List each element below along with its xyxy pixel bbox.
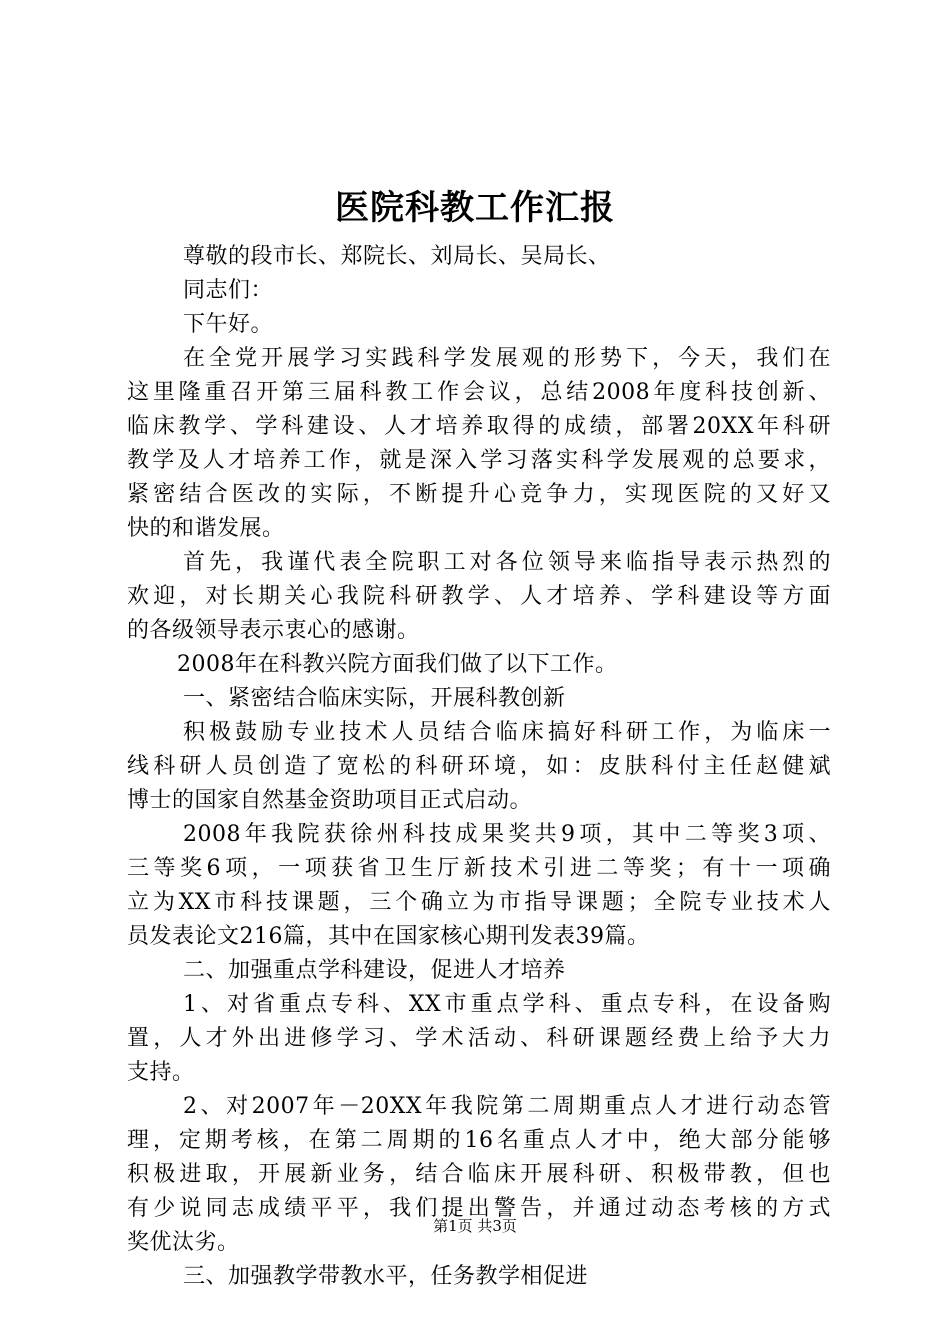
paragraph-line: 1、对省重点专科、XX市重点学科、重点专科，在设备购 xyxy=(183,992,831,1017)
document-title: 医院科教工作汇报 xyxy=(335,188,615,228)
paragraph-line: 线科研人员创造了宽松的科研环境，如：皮肤科付主任赵健斌 xyxy=(127,754,831,779)
paragraph-line: 的各级领导表示衷心的感谢。 xyxy=(127,618,420,643)
paragraph-line: 积极鼓励专业技术人员结合临床搞好科研工作，为临床一 xyxy=(183,720,831,745)
paragraph-line: 临床教学、学科建设、人才培养取得的成绩，部署20XX年科研 xyxy=(127,414,831,439)
paragraph-line: 紧密结合医改的实际，不断提升心竞争力，实现医院的又好又 xyxy=(127,482,831,507)
section-heading: 二、加强重点学科建设，促进人才培养 xyxy=(183,958,566,983)
salutation-line: 同志们： xyxy=(183,278,274,303)
document-body xyxy=(127,240,831,1294)
paragraph-line: 2008年在科教兴院方面我们做了以下工作。 xyxy=(177,652,618,677)
greeting-line: 下午好。 xyxy=(183,312,274,337)
paragraph-line: 积极进取，开展新业务，结合临床开展科研、积极带教，但也 xyxy=(127,1162,831,1187)
paragraph-line: 2、对2007年－20XX年我院第二周期重点人才进行动态管 xyxy=(183,1094,831,1119)
paragraph-line: 欢迎，对长期关心我院科研教学、人才培养、学科建设等方面 xyxy=(127,584,831,609)
paragraph-line: 这里隆重召开第三届科教工作会议，总结2008年度科技创新、 xyxy=(127,380,831,405)
salutation-line: 尊敬的段市长、郑院长、刘局长、吴局长、 xyxy=(183,244,611,269)
paragraph-line: 首先，我谨代表全院职工对各位领导来临指导表示热烈的 xyxy=(183,550,831,575)
paragraph-line: 教学及人才培养工作，就是深入学习落实科学发展观的总要求， xyxy=(127,448,831,473)
paragraph-line: 员发表论文216篇，其中在国家核心期刊发表39篇。 xyxy=(127,924,650,949)
page-footer: 第1页 共3页 xyxy=(433,1217,517,1235)
paragraph-line: 在全党开展学习实践科学发展观的形势下，今天，我们在 xyxy=(183,346,831,371)
paragraph-line: 有少说同志成绩平平，我们提出警告，并通过动态考核的方式 xyxy=(127,1196,831,1221)
paragraph-line: 支持。 xyxy=(127,1060,195,1085)
paragraph-line: 置，人才外出进修学习、学术活动、科研课题经费上给予大力 xyxy=(127,1026,831,1051)
paragraph-line: 理，定期考核，在第二周期的16名重点人才中，绝大部分能够 xyxy=(127,1128,831,1153)
section-heading: 三、加强教学带教水平，任务教学相促进 xyxy=(183,1264,589,1289)
paragraph-line: 2008年我院获徐州科技成果奖共9项，其中二等奖3项、 xyxy=(183,822,831,847)
paragraph-line: 奖优汰劣。 xyxy=(127,1230,240,1255)
paragraph-line: 立为XX市科技课题，三个确立为市指导课题；全院专业技术人 xyxy=(127,890,831,915)
paragraph-line: 三等奖6项，一项获省卫生厅新技术引进二等奖；有十一项确 xyxy=(127,856,831,881)
paragraph-line: 博士的国家自然基金资助项目正式启动。 xyxy=(127,788,533,813)
section-heading: 一、紧密结合临床实际，开展科教创新 xyxy=(183,686,566,711)
paragraph-line: 快的和谐发展。 xyxy=(127,516,285,541)
